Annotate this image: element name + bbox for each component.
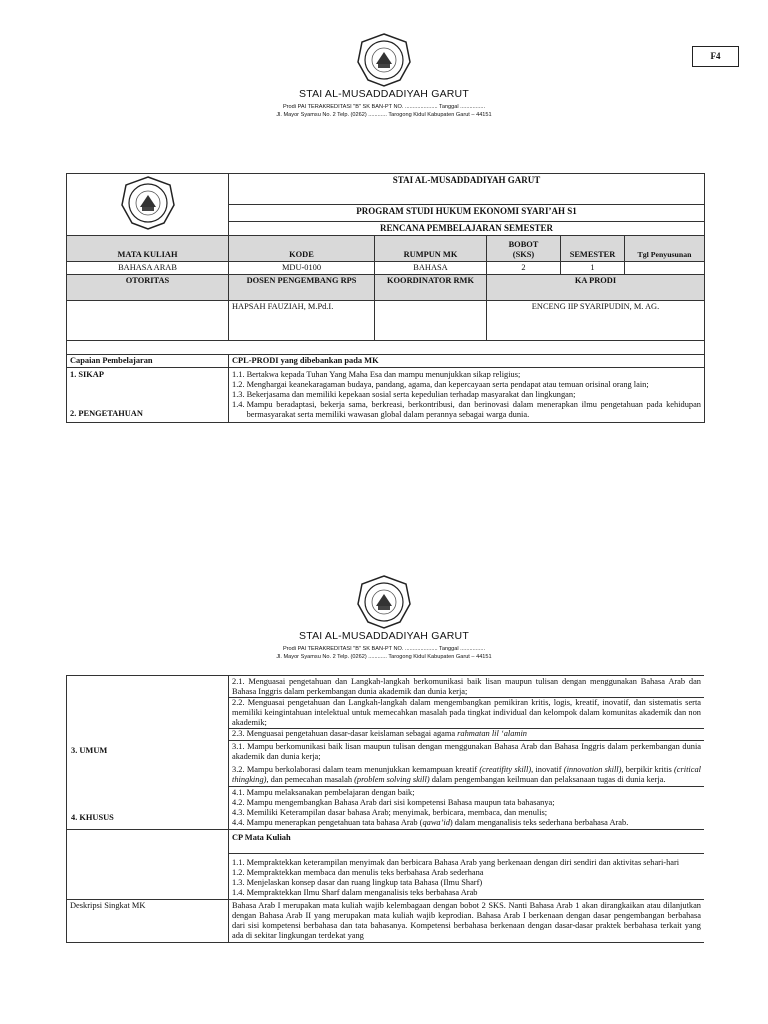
- deskripsi-text: Bahasa Arab I merupakan mata kuliah wajib kelembagaan dengan bobot 2 SKS. Nanti Bahasa Arab 1 akan dirangkaikan atau dilanjutkan dengan Bahasa Arab II yang merupakan mata kuliah wajib keprodian. Bahasa Arab I berkenaan dengan dasar pengembangan berbahasa dari sisi kompetensi berbahasa dan tata bahasanya. Kompetensi berbahasa berkenaan dengan dasar-dasar praktek berbahasa terkait yang ada di sekitar lingkungan terdekat yang: [229, 900, 705, 943]
- col-mata-kuliah: MATA KULIAH: [67, 236, 229, 262]
- list-item: [232, 878, 701, 888]
- institution-logo-2: [356, 574, 412, 630]
- item-3-2-e: dalam pengembangan keilmuan dan pelaksanaan tugas di dunia kerja.: [431, 775, 666, 784]
- cp-mk-list: [229, 854, 705, 900]
- rps-table-page1: [66, 173, 704, 423]
- value-mata-kuliah: BAHASA ARAB: [67, 262, 229, 275]
- sikap-item-num: 1.2.: [232, 380, 245, 389]
- rps-table-page2: [66, 675, 704, 1015]
- address-line-2: Jl. Mayor Syamsu No. 2 Telp. (0262) ............ Tarogong Kidul Kabupaten Garut – 44151: [276, 654, 492, 660]
- header-title: STAI AL-MUSADDADIYAH GARUT: [229, 174, 705, 205]
- header-logo-cell: [67, 174, 229, 236]
- doc-title: RENCANA PEMBELAJARAN SEMESTER: [229, 221, 705, 235]
- address-line: Jl. Mayor Syamsu No. 2 Telp. (0262) ............ Tarogong Kidul Kabupaten Garut – 44151: [276, 112, 492, 118]
- list-item: [229, 728, 704, 739]
- list-item: 3.1. Mampu berkomunikasi baik lisan maupun tulisan dengan menggunakan Bahasa Arab dan Bahasa Inggris dalam perkembangan dunia akademik dan dunia kerja;: [232, 742, 701, 761]
- program-title: PROGRAM STUDI HUKUM EKONOMI SYARI’AH S1: [229, 205, 705, 222]
- col-semester: SEMESTER: [561, 236, 625, 262]
- value-tgl: [625, 262, 705, 275]
- dosen-name: HAPSAH FAUZIAH, M.Pd.I.: [229, 301, 375, 341]
- institution-logo: [356, 32, 412, 88]
- cp-mk-num: 1.3.: [232, 878, 245, 887]
- item-3-2-b-i: (innovation skill): [563, 765, 622, 774]
- list-item: [232, 765, 701, 785]
- value-semester: 1: [561, 262, 625, 275]
- list-item: 4.1. Mampu melaksanakan pembelajaran dengan baik;: [232, 788, 415, 797]
- item-3-2-c-i: (critical thingking): [232, 765, 701, 784]
- list-item: [232, 390, 701, 400]
- list-item: 4.3. Memiliki Keterampilan dasar bahasa Arab; menyimak, berbicara, membaca, dan menulis;: [232, 808, 548, 817]
- item-4-4-a-i: qawa’id: [422, 818, 450, 827]
- otoritas-label: OTORITAS: [67, 275, 229, 301]
- deskripsi-label: Deskripsi Singkat MK: [67, 900, 229, 943]
- koordinator-label: KOORDINATOR RMK: [375, 275, 487, 301]
- col-kode: KODE: [229, 236, 375, 262]
- value-rumpun: BAHASA: [375, 262, 487, 275]
- sikap-item-num: 1.1.: [232, 370, 245, 379]
- cp-mk-left-blank: [67, 830, 229, 900]
- col-bobot-label: BOBOT: [508, 240, 539, 249]
- cp-mk-text: Mempraktekkan Ilmu Sharf dalam menganalisis teks berbahasa Arab: [246, 888, 478, 897]
- cp-mk-text: Mempraktekkan keterampilan menyimak dan berbicara Bahasa Arab yang berkenaan dengan diri sendiri dan aktivitas sehari-hari: [246, 858, 680, 867]
- list-item: 2.2. Menguasai pengetahuan dan Langkah-langkah dalam mengembangkan pemikiran kritis, logis, kreatif, inovatif, dan sistematis serta memiliki keingintahuan intelektual untuk memecahkan masalah pada tingkat individual dan kelompok dalam komunitas akademik dan non akademik;: [229, 697, 704, 728]
- item-2-3-italic: rahmatan lil ‘alamin: [457, 729, 527, 738]
- cp-mk-label: CP Mata Kuliah: [229, 830, 705, 854]
- item-3-2-a: 3.2. Mampu berkolaborasi dalam team menunjukkan kemampuan kreatif: [232, 765, 478, 774]
- kaprodi-name: ENCENG IIP SYARIPUDIN, M. AG.: [487, 301, 705, 341]
- pengetahuan-list: [229, 676, 705, 741]
- list-item: [232, 858, 701, 868]
- cp-mk-text: Mempraktekkan membaca dan menulis teks berbahasa Arab sederhana: [246, 868, 484, 877]
- pengetahuan-label: 2. PENGETAHUAN: [70, 409, 143, 418]
- list-item: [232, 380, 701, 390]
- sikap-item-num: 1.3.: [232, 390, 245, 399]
- umum-label: 3. UMUM: [71, 746, 108, 755]
- list-item: [232, 370, 701, 380]
- value-kode: MDU-0100: [229, 262, 375, 275]
- sikap-item-text: Menghargai keanekaragaman budaya, pandang, agama, dan kepercayaan serta pendapat atau temuan orisinal orang lain;: [246, 380, 649, 389]
- accreditation-line-2: Prodi PAI TERAKREDITASI "B" SK BAN-PT NO. ..................... Tanggal ................: [282, 646, 486, 652]
- header-logo: [117, 175, 179, 231]
- capaian-label: Capaian Pembelajaran: [67, 355, 229, 368]
- cpl-label: CPL-PRODI yang dibebankan pada MK: [229, 355, 705, 368]
- list-item: [232, 868, 701, 878]
- sikap-list: [229, 368, 705, 423]
- koordinator-name: [375, 301, 487, 341]
- sikap-item-text: Mampu beradaptasi, bekerja sama, berkreasi, berkontribusi, dan berinovasi dalam menerapkan ilmu pengetahuan pada kehidupan bermasyarakat serta memiliki wawasan global dalam perannya sebagai warga dunia.: [246, 400, 701, 419]
- otoritas-blank: [67, 301, 229, 341]
- sikap-label: 1. SIKAP: [70, 370, 104, 379]
- list-item: 4.2. Mampu mengembangkan Bahasa Arab dari sisi kompetensi Bahasa maupun tata bahasanya;: [232, 798, 555, 807]
- umum-khusus-cell: [67, 676, 229, 830]
- sikap-item-text: Bertakwa kepada Tuhan Yang Maha Esa dan mampu menunjukkan sikap religius;: [246, 370, 521, 379]
- sikap-pengetahuan-cell: [67, 368, 229, 423]
- col-bobot-sub: (SKS): [512, 250, 535, 259]
- cp-mk-num: 1.4.: [232, 888, 245, 897]
- item-3-2-b: , inovatif: [531, 765, 562, 774]
- value-bobot: 2: [487, 262, 561, 275]
- item-3-2-d: , dan pemecahan masalah: [266, 775, 353, 784]
- list-item: [232, 400, 701, 420]
- umum-list: [229, 741, 705, 787]
- item-3-2-c: , berpikir kritis: [621, 765, 672, 774]
- kaprodi-label: KA PRODI: [487, 275, 705, 301]
- cp-mk-text: Menjelaskan konsep dasar dan ruang lingkup tata Bahasa (Ilmu Sharf): [246, 878, 483, 887]
- khusus-label: 4. KHUSUS: [71, 813, 114, 822]
- col-rumpun: RUMPUN MK: [375, 236, 487, 262]
- institution-name: STAI AL-MUSADDADIYAH GARUT: [299, 88, 469, 100]
- cp-mk-num: 1.2.: [232, 868, 245, 877]
- col-tgl: Tgl Penyusunan: [625, 236, 705, 262]
- accreditation-line: Prodi PAI TERAKREDITASI "B" SK BAN-PT NO. ..................... Tanggal ................: [282, 104, 486, 110]
- item-2-3-text: 2.3. Menguasai pengetahuan dasar-dasar keislaman sebagai agama: [232, 729, 456, 738]
- sikap-item-num: 1.4.: [232, 400, 245, 409]
- item-3-2-d-i: (problem solving skill): [354, 775, 430, 784]
- khusus-list: [229, 787, 705, 830]
- dosen-label: DOSEN PENGEMBANG RPS: [229, 275, 375, 301]
- institution-name-2: STAI AL-MUSADDADIYAH GARUT: [299, 630, 469, 642]
- item-3-2-a-i: (creatifity skill): [479, 765, 532, 774]
- item-4-4-b: ) dalam menganalisis teks sederhana berbahasa Arab.: [449, 818, 629, 827]
- list-item: [232, 888, 701, 898]
- list-item: [232, 818, 701, 828]
- spacer-row: [67, 341, 705, 355]
- item-4-4-a: 4.4. Mampu menerapkan pengetahuan tata bahasa Arab (: [232, 818, 423, 827]
- col-bobot: [487, 236, 561, 262]
- list-item: 2.1. Menguasai pengetahuan dan Langkah-langkah berkomunikasi baik lisan maupun tulisan dengan menggunakan Bahasa Arab dan Bahasa Inggris dalam perkembangan dunia akademik dan dunia kerja;: [232, 677, 701, 696]
- sikap-item-text: Bekerjasama dan memiliki kepekaan sosial serta kepedulian terhadap masyarakat dan lingkungan;: [246, 390, 576, 399]
- cp-mk-num: 1.1.: [232, 858, 245, 867]
- form-code-badge: F4: [692, 46, 739, 67]
